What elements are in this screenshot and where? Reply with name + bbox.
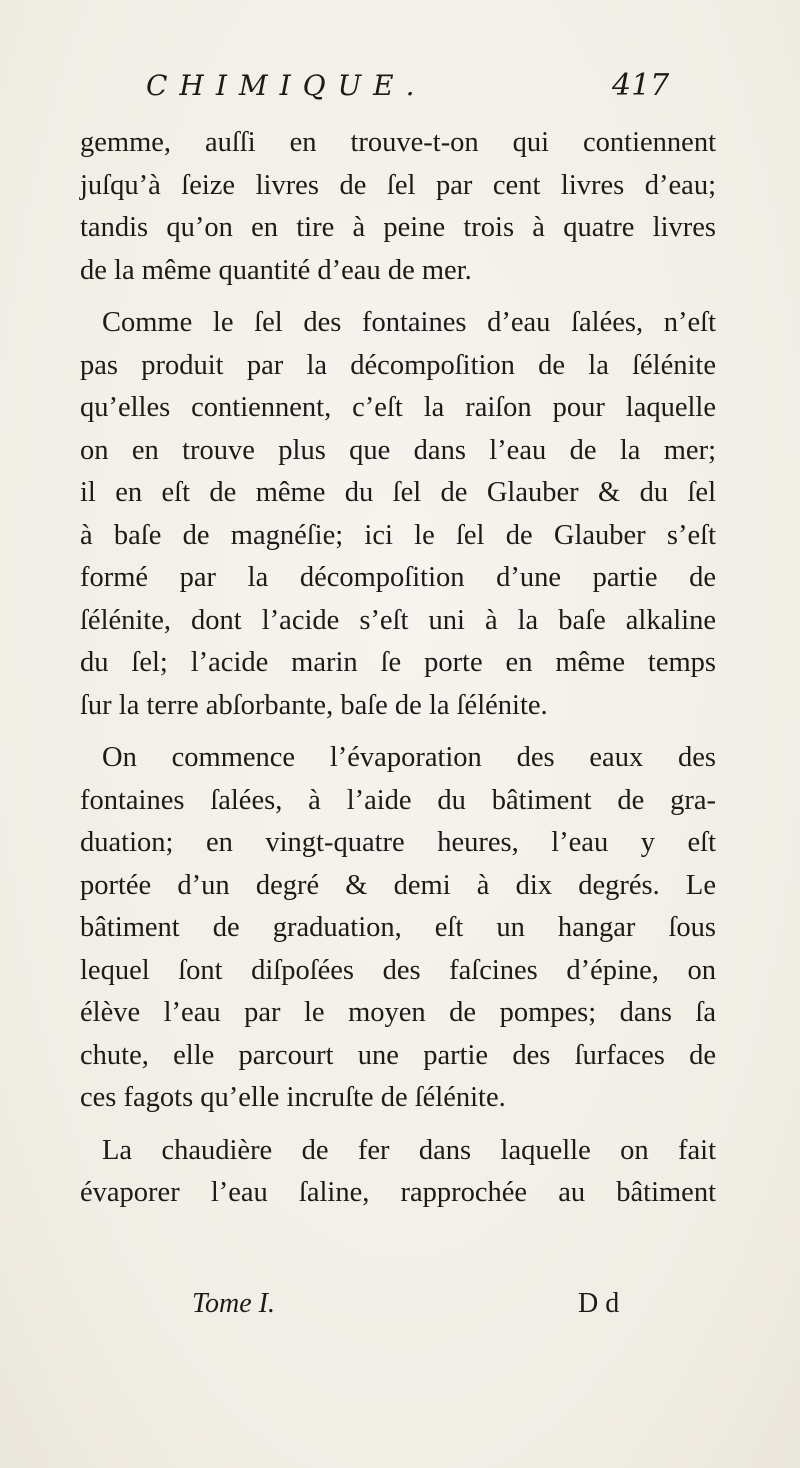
page-footer: [0, 1284, 800, 1328]
volume-label: Tome I.: [192, 1288, 275, 1319]
text-line: ſélénite, dont l’acide s’eſt uni à la baſe alkaline: [80, 604, 716, 636]
paragraph-3: [80, 737, 716, 1120]
text-line: tandis qu’on en tire à peine trois à quatre livres: [80, 212, 716, 243]
paragraph-gap: [80, 1120, 716, 1130]
text-line: qu’elles contiennent, c’eſt la raiſon pour laquelle: [80, 392, 716, 423]
text-line: élève l’eau par le moyen de pompes; dans ſa: [80, 997, 716, 1028]
body-text: [80, 122, 716, 1215]
text-line: fontaines ſalées, à l’aide du bâtiment de gra-: [80, 784, 716, 816]
text-line: du ſel; l’acide marin ſe porte en même temps: [80, 647, 716, 678]
text-line: La chaudière de fer dans laquelle on fait: [102, 1134, 716, 1166]
text-line: pas produit par la décompoſition de la ſélénite: [80, 349, 716, 381]
text-line: chute, elle parcourt une partie des ſurfaces de: [80, 1039, 716, 1071]
text-line: on en trouve plus que dans l’eau de la mer;: [80, 434, 716, 466]
text-line: à baſe de magnéſie; ici le ſel de Glauber s’eſt: [80, 519, 716, 551]
text-line: juſqu’à ſeize livres de ſel par cent livres d’eau;: [80, 169, 716, 201]
text-line: portée d’un degré & demi à dix degrés. Le: [80, 869, 716, 901]
text-line: lequel ſont diſpoſées des faſcines d’épine, on: [80, 954, 716, 986]
paragraph-1: [80, 122, 716, 292]
text-line: il en eſt de même du ſel de Glauber & du ſel: [80, 477, 716, 508]
paragraph-gap: [80, 727, 716, 737]
paragraph-2: [80, 302, 716, 727]
signature-mark: D d: [578, 1288, 620, 1319]
text-line: formé par la décompoſition d’une partie de: [80, 562, 716, 593]
running-title: CHIMIQUE.: [146, 69, 427, 102]
paragraph-gap: [80, 292, 716, 302]
text-line: On commence l’évaporation des eaux des: [102, 742, 716, 773]
text-line: Comme le ſel des fontaines d’eau ſalées, n’eſt: [102, 307, 716, 338]
text-line: ſur la terre abſorbante, baſe de la ſélénite.: [80, 689, 548, 721]
page-number: 417: [612, 68, 670, 103]
text-line: duation; en vingt-quatre heures, l’eau y eſt: [80, 827, 716, 858]
text-line: ces fagots qu’elle incruſte de ſélénite.: [80, 1082, 506, 1113]
page-header: [0, 66, 800, 110]
text-line: gemme, auſſi en trouve-t-on qui contiennent: [80, 127, 716, 158]
text-line: évaporer l’eau ſaline, rapprochée au bâtiment: [80, 1177, 716, 1208]
text-line: de la même quantité d’eau de mer.: [80, 254, 472, 286]
paragraph-4: [80, 1130, 716, 1215]
text-line: bâtiment de graduation, eſt un hangar ſous: [80, 912, 716, 943]
